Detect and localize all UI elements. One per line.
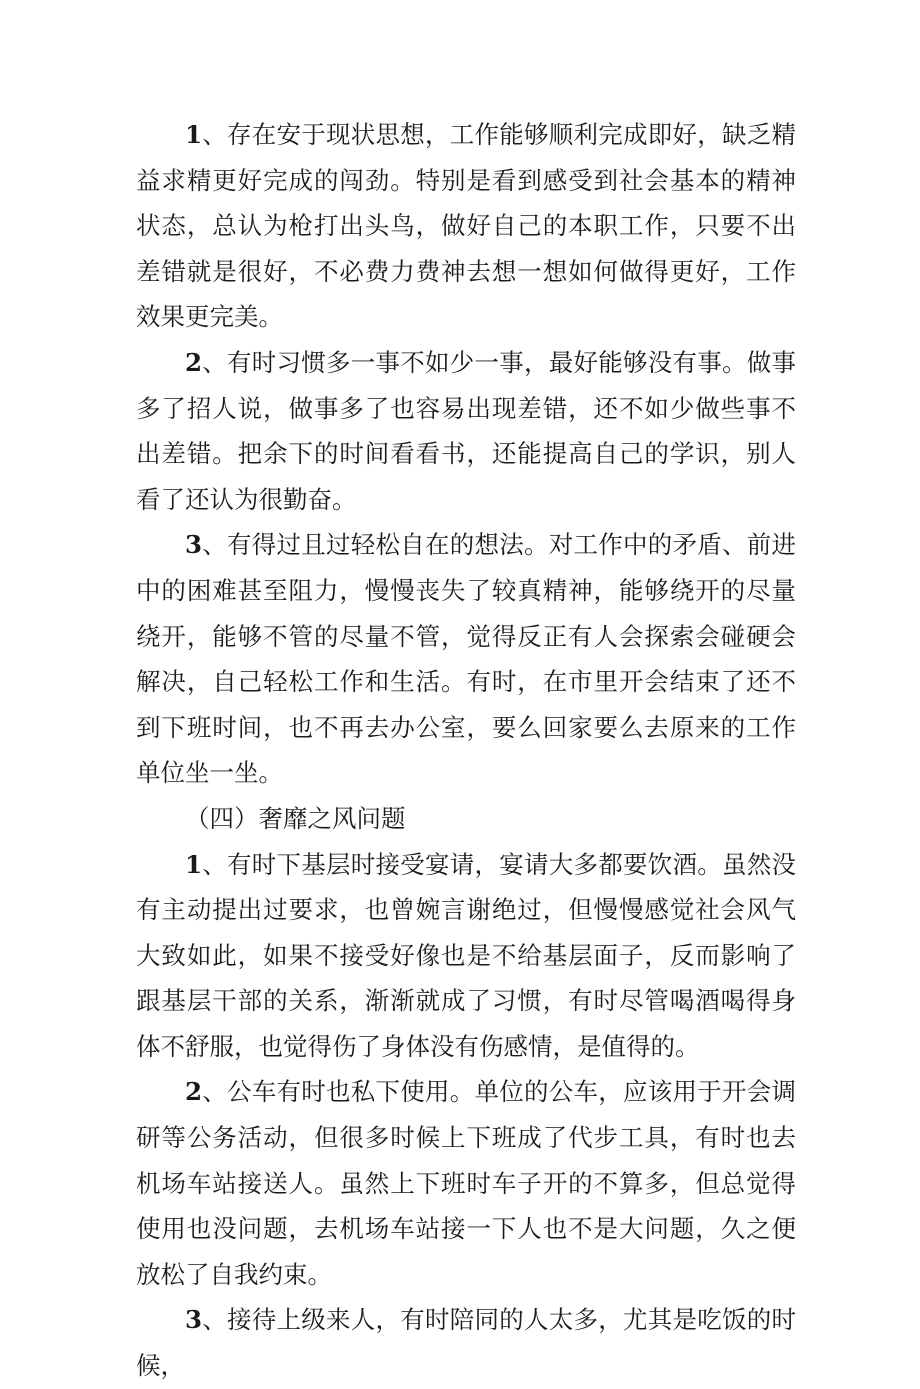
paragraph-number: 2 xyxy=(185,1077,203,1107)
paragraph-text: 、存在安于现状思想，工作能够顺利完成即好，缺乏精益求精更好完成的闯劲。特别是看到感受到社会基本的精神状态，总认为枪打出头鸟，做好自己的本职工作，只要不出差错就是很好，不必费力费神去想一想如何做得更好，工作效果更完美。 xyxy=(136,120,796,332)
paragraph-number: 1 xyxy=(185,120,203,149)
paragraph-number: 3 xyxy=(185,530,203,560)
paragraph-text: 、有时习惯多一事不如少一事，最好能够没有事。做事多了招人说，做事多了也容易出现差错，还不如少做些事不出差错。把余下的时间看看书，还能提高自己的学识，别人看了还认为很勤奋。 xyxy=(136,347,796,514)
section-paragraph-2 xyxy=(136,1069,796,1297)
paragraph-text: 、公车有时也私下使用。单位的公车，应该用于开会调研等公务活动，但很多时候上下班成了代步工具，有时也去机场车站接送人。虽然上下班时车子开的不算多，但总觉得使用也没问题，去机场车站接一下人也不是大问题，久之便放松了自我约束。 xyxy=(136,1077,796,1289)
paragraph-2 xyxy=(136,340,796,522)
paragraph-text: 、有得过且过轻松自在的想法。对工作中的矛盾、前进中的困难甚至阻力，慢慢丧失了较真精神，能够绕开的尽量绕开，能够不管的尽量不管，觉得反正有人会探索会碰硬会解决，自己轻松工作和生活。有时，在市里开会结束了还不到下班时间，也不再去办公室，要么回家要么去原来的工作单位坐一坐。 xyxy=(136,530,796,788)
paragraph-number: 2 xyxy=(185,347,203,377)
section-paragraph-1 xyxy=(136,842,796,1070)
paragraph-number: 3 xyxy=(185,1305,203,1335)
paragraph-number: 1 xyxy=(185,849,203,879)
section-heading: （四）奢靡之风问题 xyxy=(185,803,406,833)
paragraph-text: 、接待上级来人，有时陪同的人太多，尤其是吃饭的时候， xyxy=(136,1305,796,1381)
paragraph-1 xyxy=(136,112,796,340)
document-body xyxy=(136,112,796,1389)
section-paragraph-3 xyxy=(136,1297,796,1388)
paragraph-3 xyxy=(136,522,796,796)
paragraph-text: 、有时下基层时接受宴请，宴请大多都要饮酒。虽然没有主动提出过要求，也曾婉言谢绝过，但慢慢感觉社会风气大致如此，如果不接受好像也是不给基层面子，反而影响了跟基层干部的关系，渐渐就成了习惯，有时尽管喝酒喝得身体不舒服，也觉得伤了身体没有伤感情，是值得的。 xyxy=(136,849,796,1061)
